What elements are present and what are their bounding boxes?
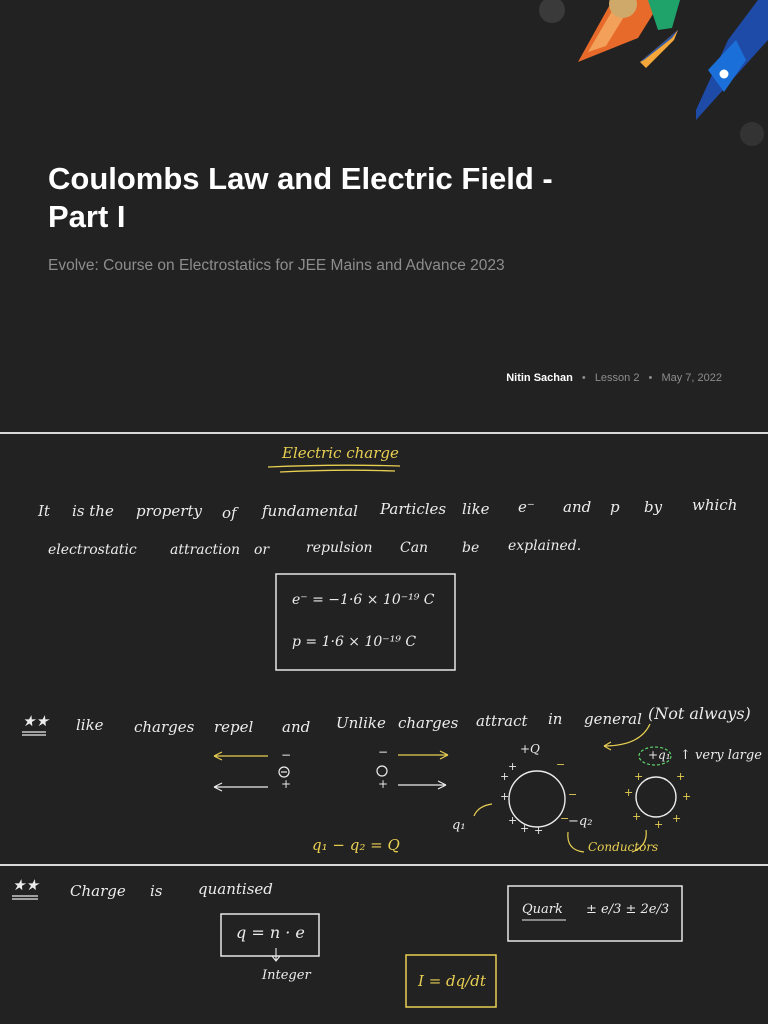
charge-sign: + — [632, 810, 642, 823]
word: of — [222, 504, 237, 522]
charge-sign: + — [634, 770, 644, 783]
word: general — [584, 710, 642, 728]
meta-separator: • — [648, 372, 653, 384]
word: charges — [134, 718, 195, 736]
variable-q1: q₁ — [452, 818, 466, 833]
charge-sign: + — [500, 770, 510, 783]
proton-charge-equation: p = 1·6 × 10⁻¹⁹ C — [292, 634, 417, 650]
word: explained. — [508, 538, 582, 554]
word: attraction — [170, 542, 241, 558]
charge-sign: + — [378, 777, 389, 791]
conductor-sphere-large — [509, 771, 565, 827]
conductor-sphere-small — [636, 777, 676, 817]
word: like — [462, 500, 490, 518]
quantisation-formula: q = n · e — [236, 923, 305, 942]
charge-sign: + — [520, 822, 530, 835]
word: be — [462, 540, 480, 556]
integer-label: Integer — [262, 968, 311, 983]
very-large-note: ↑ very large — [680, 748, 762, 763]
cover-slide — [0, 0, 768, 432]
charge-sign: + — [654, 818, 664, 831]
charge-label-small: +q₁ — [648, 748, 671, 762]
title-line-1: Coulombs Law and Electric Field - — [48, 161, 553, 196]
quark-charges: ± e/3 ± 2e/3 — [586, 902, 670, 917]
star-marker: ★★ — [22, 712, 49, 730]
lesson-meta — [506, 372, 722, 384]
word: Can — [400, 540, 429, 556]
lesson-date: May 7, 2022 — [661, 372, 722, 384]
word: Charge — [70, 882, 126, 900]
not-always-note: (Not always) — [648, 704, 751, 723]
charge-sign: − — [378, 745, 389, 759]
section-heading: Electric charge — [282, 444, 399, 462]
lesson-title — [48, 160, 648, 236]
word: or — [254, 542, 270, 558]
charge-sign: + — [508, 760, 518, 773]
word: It — [38, 502, 50, 520]
charge-label-large: +Q — [520, 742, 540, 756]
charge-sign: + — [281, 777, 292, 791]
word: is the — [72, 502, 114, 520]
charge-sign: + — [682, 790, 692, 803]
word: repulsion — [306, 540, 373, 556]
word: and — [563, 498, 592, 516]
charge-sign: + — [500, 790, 510, 803]
course-subtitle: Evolve: Course on Electrostatics for JEE Mains and Advance 2023 — [48, 257, 505, 274]
word: in — [548, 710, 563, 728]
word: property — [136, 502, 202, 520]
conductors-label: Conductors — [588, 840, 659, 854]
variable-q2: −q₂ — [568, 814, 593, 829]
word: is — [150, 882, 163, 900]
rocket-illustration — [528, 0, 768, 150]
charge-sign: − — [556, 758, 566, 771]
word: Unlike — [336, 714, 386, 732]
charge-relation: q₁ − q₂ = Q — [312, 836, 400, 854]
very-large-text: very large — [695, 748, 762, 763]
word: like — [76, 716, 104, 734]
notes-slide-quantisation — [0, 866, 768, 1024]
charge-sign: + — [508, 814, 518, 827]
word: which — [692, 496, 738, 514]
word: fundamental — [262, 502, 358, 520]
charge-sign: − — [560, 812, 570, 825]
author-name: Nitin Sachan — [506, 372, 573, 384]
word: charges — [398, 714, 459, 732]
current-formula: I = dq/dt — [418, 972, 486, 990]
charge-sign: + — [534, 824, 544, 837]
neutral-charge-symbol — [377, 766, 387, 776]
charge-sign: + — [676, 770, 686, 783]
word: and — [282, 718, 311, 736]
word: electrostatic — [48, 542, 137, 558]
word: attract — [476, 712, 528, 730]
word: quantised — [198, 880, 273, 898]
charge-sign: + — [624, 786, 634, 799]
charge-sign: + — [672, 812, 682, 825]
word: p — [610, 498, 620, 516]
meta-separator: • — [581, 372, 586, 384]
quark-label: Quark — [522, 902, 563, 917]
electron-charge-equation: e⁻ = −1·6 × 10⁻¹⁹ C — [292, 592, 435, 608]
charge-sign: − — [281, 748, 292, 762]
charge-sign: − — [568, 788, 578, 801]
word: Particles — [380, 500, 447, 518]
word: repel — [214, 718, 254, 736]
title-line-2: Part I — [48, 199, 126, 234]
word: e⁻ — [518, 498, 535, 516]
star-marker: ★★ — [12, 876, 39, 894]
word: by — [644, 498, 663, 516]
notes-slide-electric-charge — [0, 434, 768, 864]
lesson-number: Lesson 2 — [594, 372, 640, 384]
